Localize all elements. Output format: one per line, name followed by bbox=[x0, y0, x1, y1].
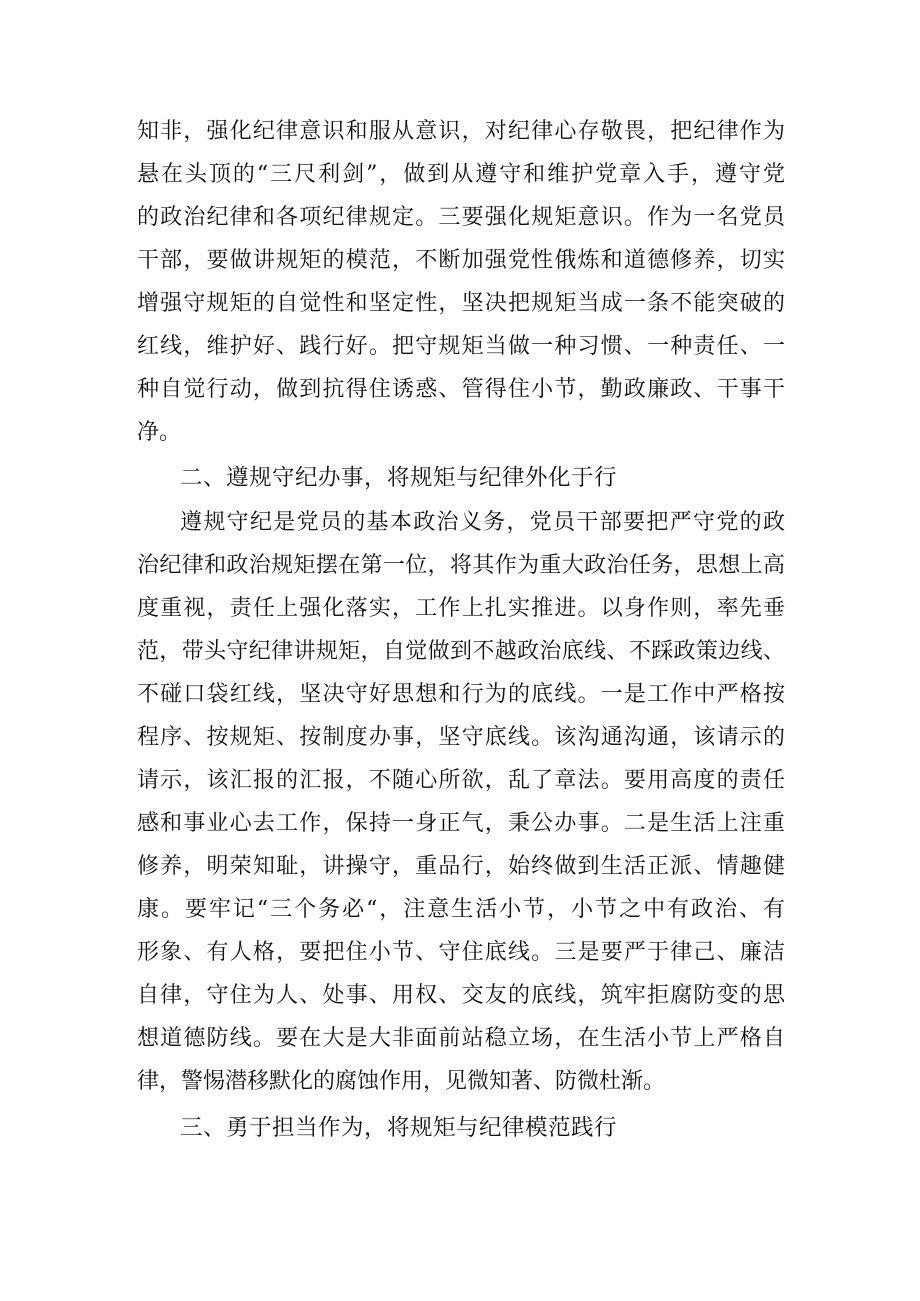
paragraph-line: 干部，要做讲规矩的模范，不断加强党性俄炼和道德修养，切实 bbox=[137, 248, 785, 273]
paragraph-line: 增强守规矩的自觉性和坚定性，坚决把规矩当成一条不能突破的 bbox=[137, 291, 785, 316]
section-heading-3: 三、勇于担当作为，将规矩与纪律模范践行 bbox=[180, 1115, 618, 1141]
paragraph-line: 悬在头顶的“三尺利剑”，做到从遵守和维护党章入手，遵守党 bbox=[137, 162, 785, 187]
paragraph-line: 感和事业心去工作，保持一身正气，秉公办事。二是生活上注重 bbox=[137, 811, 785, 836]
paragraph-line: 修养，明荣知耻，讲操守，重品行，始终做到生活正派、情趣健 bbox=[137, 854, 785, 879]
paragraph-line: 净。 bbox=[137, 420, 182, 445]
section-heading-2: 二、遵规守纪办事，将规矩与纪律外化于行 bbox=[180, 465, 618, 491]
paragraph-line: 的政治纪律和各项纪律规定。三要强化规矩意识。作为一名党员 bbox=[137, 205, 785, 230]
paragraph-line: 不碰口袋红线，坚决守好思想和行为的底线。一是工作中严格按 bbox=[137, 682, 785, 707]
paragraph-line: 律，警惕潜移默化的腐蚀作用，见微知著、防微杜渐。 bbox=[137, 1069, 666, 1094]
paragraph-line: 程序、按规矩、按制度办事，坚守底线。该沟通沟通，该请示的 bbox=[137, 725, 785, 750]
paragraph-line: 想道德防线。要在大是大非面前站稳立场，在生活小节上严格自 bbox=[137, 1026, 785, 1051]
paragraph-line: 请示，该汇报的汇报，不随心所欲，乱了章法。要用高度的责任 bbox=[137, 768, 785, 793]
paragraph-line: 种自觉行动，做到抗得住诱惑、管得住小节，勤政廉政、干事干 bbox=[137, 377, 785, 402]
paragraph-line: 知非，强化纪律意识和服从意识，对纪律心存敬畏，把纪律作为 bbox=[137, 119, 785, 144]
paragraph-line: 范，带头守纪律讲规矩，自觉做到不越政治底线、不踩政策边线、 bbox=[137, 639, 785, 664]
paragraph-line: 红线，维护好、践行好。把守规矩当做一种习惯、一种责任、一 bbox=[137, 334, 785, 359]
paragraph-line: 自律，守住为人、处事、用权、交友的底线，筑牢拒腐防变的思 bbox=[137, 983, 785, 1008]
paragraph-line: 遵规守纪是党员的基本政治义务，党员干部要把严守党的政 bbox=[180, 510, 785, 535]
paragraph-line: 形象、有人格，要把住小节、守住底线。三是要严于律己、廉洁 bbox=[137, 940, 785, 965]
paragraph-line: 康。要牢记“三个务必“，注意生活小节，小节之中有政治、有 bbox=[137, 897, 785, 922]
paragraph-line: 度重视，责任上强化落实，工作上扎实推进。以身作则，率先垂 bbox=[137, 596, 785, 621]
paragraph-line: 治纪律和政治规矩摆在第一位，将其作为重大政治任务，思想上高 bbox=[137, 553, 785, 578]
